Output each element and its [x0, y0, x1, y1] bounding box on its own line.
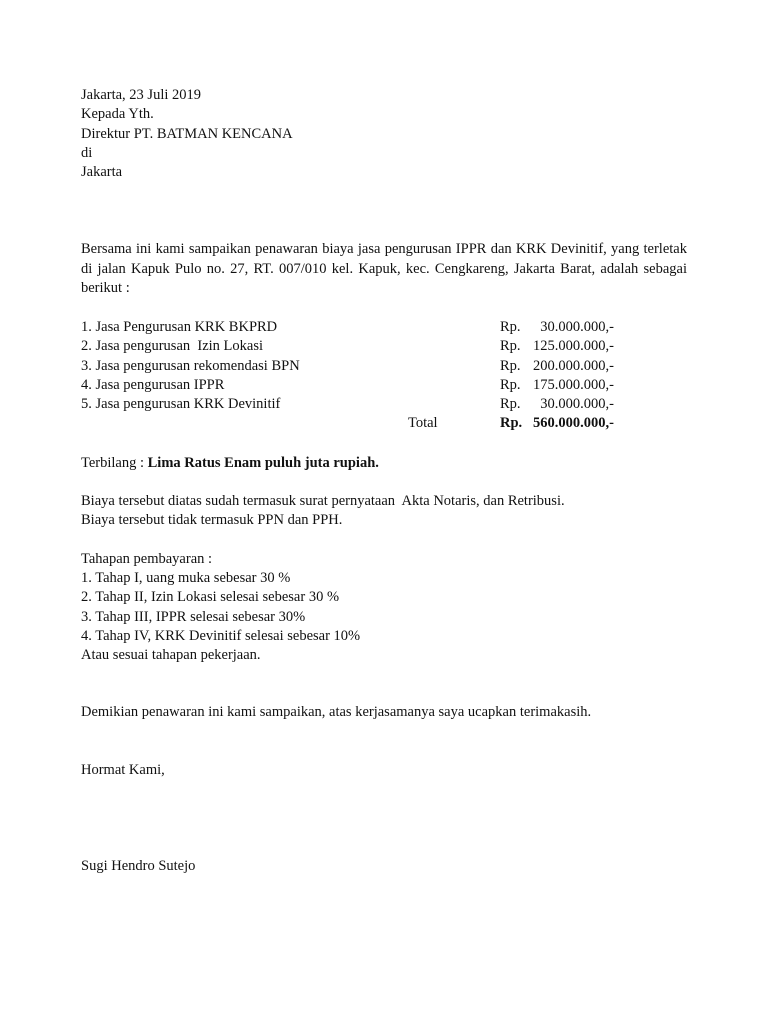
total-row [81, 414, 687, 433]
cost-item-label: 5. Jasa pengurusan KRK Devinitif [81, 396, 281, 413]
cost-item-amount: 200.000.000,- [533, 357, 614, 374]
intro-paragraph: Bersama ini kami sampaikan penawaran biaya jasa pengurusan IPPR dan KRK Devinitif, yang terletak di jalan Kapuk Pulo no. 27, RT. 007/010 kel. Kapuk, kec. Cengkareng, Jakarta Barat, adalah sebagai berikut : [81, 241, 687, 297]
note-line: Biaya tersebut diatas sudah termasuk surat pernyataan Akta Notaris, dan Retribusi. [81, 493, 565, 510]
payment-stages [81, 550, 687, 666]
cost-item-row [81, 376, 687, 395]
city-line: Jakarta [81, 164, 123, 181]
cost-item-amount: 30.000.000,- [540, 318, 614, 335]
cost-item-row [81, 318, 687, 337]
cost-item-currency: Rp. [500, 376, 521, 393]
amount-in-words-value: Lima Ratus Enam puluh juta rupiah. [147, 454, 379, 471]
payment-stage: 1. Tahap I, uang muka sebesar 30 % [81, 569, 291, 586]
at-line: di [81, 144, 93, 161]
cost-item-currency: Rp. [500, 396, 521, 413]
date-line: Jakarta, 23 Juli 2019 [81, 87, 202, 103]
amount-in-words [81, 454, 687, 473]
total-amount: 560.000.000,- [533, 415, 614, 432]
salutation: Hormat Kami, [81, 761, 165, 778]
recipient-line: Direktur PT. BATMAN KENCANA [81, 125, 293, 142]
cost-item-currency: Rp. [500, 318, 521, 335]
letter-header [81, 86, 687, 182]
payment-stage: 2. Tahap II, Izin Lokasi selesai sebesar 30 % [81, 589, 340, 606]
cost-item-currency: Rp. [500, 357, 521, 374]
cost-item-amount: 30.000.000,- [540, 396, 614, 413]
cost-item-label: 3. Jasa pengurusan rekomendasi BPN [81, 357, 300, 374]
cost-item-label: 1. Jasa Pengurusan KRK BKPRD [81, 318, 278, 335]
cost-item-label: 4. Jasa pengurusan IPPR [81, 376, 225, 393]
total-label: Total [408, 415, 438, 432]
cost-item-amount: 175.000.000,- [533, 376, 614, 393]
cost-item-amount: 125.000.000,- [533, 338, 614, 355]
payment-stage: 3. Tahap III, IPPR selesai sebesar 30% [81, 608, 306, 625]
signatory-name: Sugi Hendro Sutejo [81, 858, 196, 875]
cost-item-row [81, 337, 687, 356]
cost-item-currency: Rp. [500, 338, 521, 355]
letter-page [81, 86, 687, 876]
cost-items [81, 318, 687, 434]
payment-footer: Atau sesuai tahapan pekerjaan. [81, 647, 261, 664]
total-currency: Rp. [500, 415, 523, 432]
note-line: Biaya tersebut tidak termasuk PPN dan PPH. [81, 512, 343, 529]
amount-in-words-label: Terbilang : [81, 454, 148, 471]
cost-item-label: 2. Jasa pengurusan Izin Lokasi [81, 338, 264, 355]
to-line: Kepada Yth. [81, 106, 154, 123]
notes [81, 492, 687, 531]
payment-heading: Tahapan pembayaran : [81, 550, 213, 567]
closing-line: Demikian penawaran ini kami sampaikan, atas kerjasamanya saya ucapkan terimakasih. [81, 704, 592, 721]
payment-stage: 4. Tahap IV, KRK Devinitif selesai sebesar 10% [81, 627, 361, 644]
cost-item-row [81, 395, 687, 414]
cost-item-row [81, 357, 687, 376]
